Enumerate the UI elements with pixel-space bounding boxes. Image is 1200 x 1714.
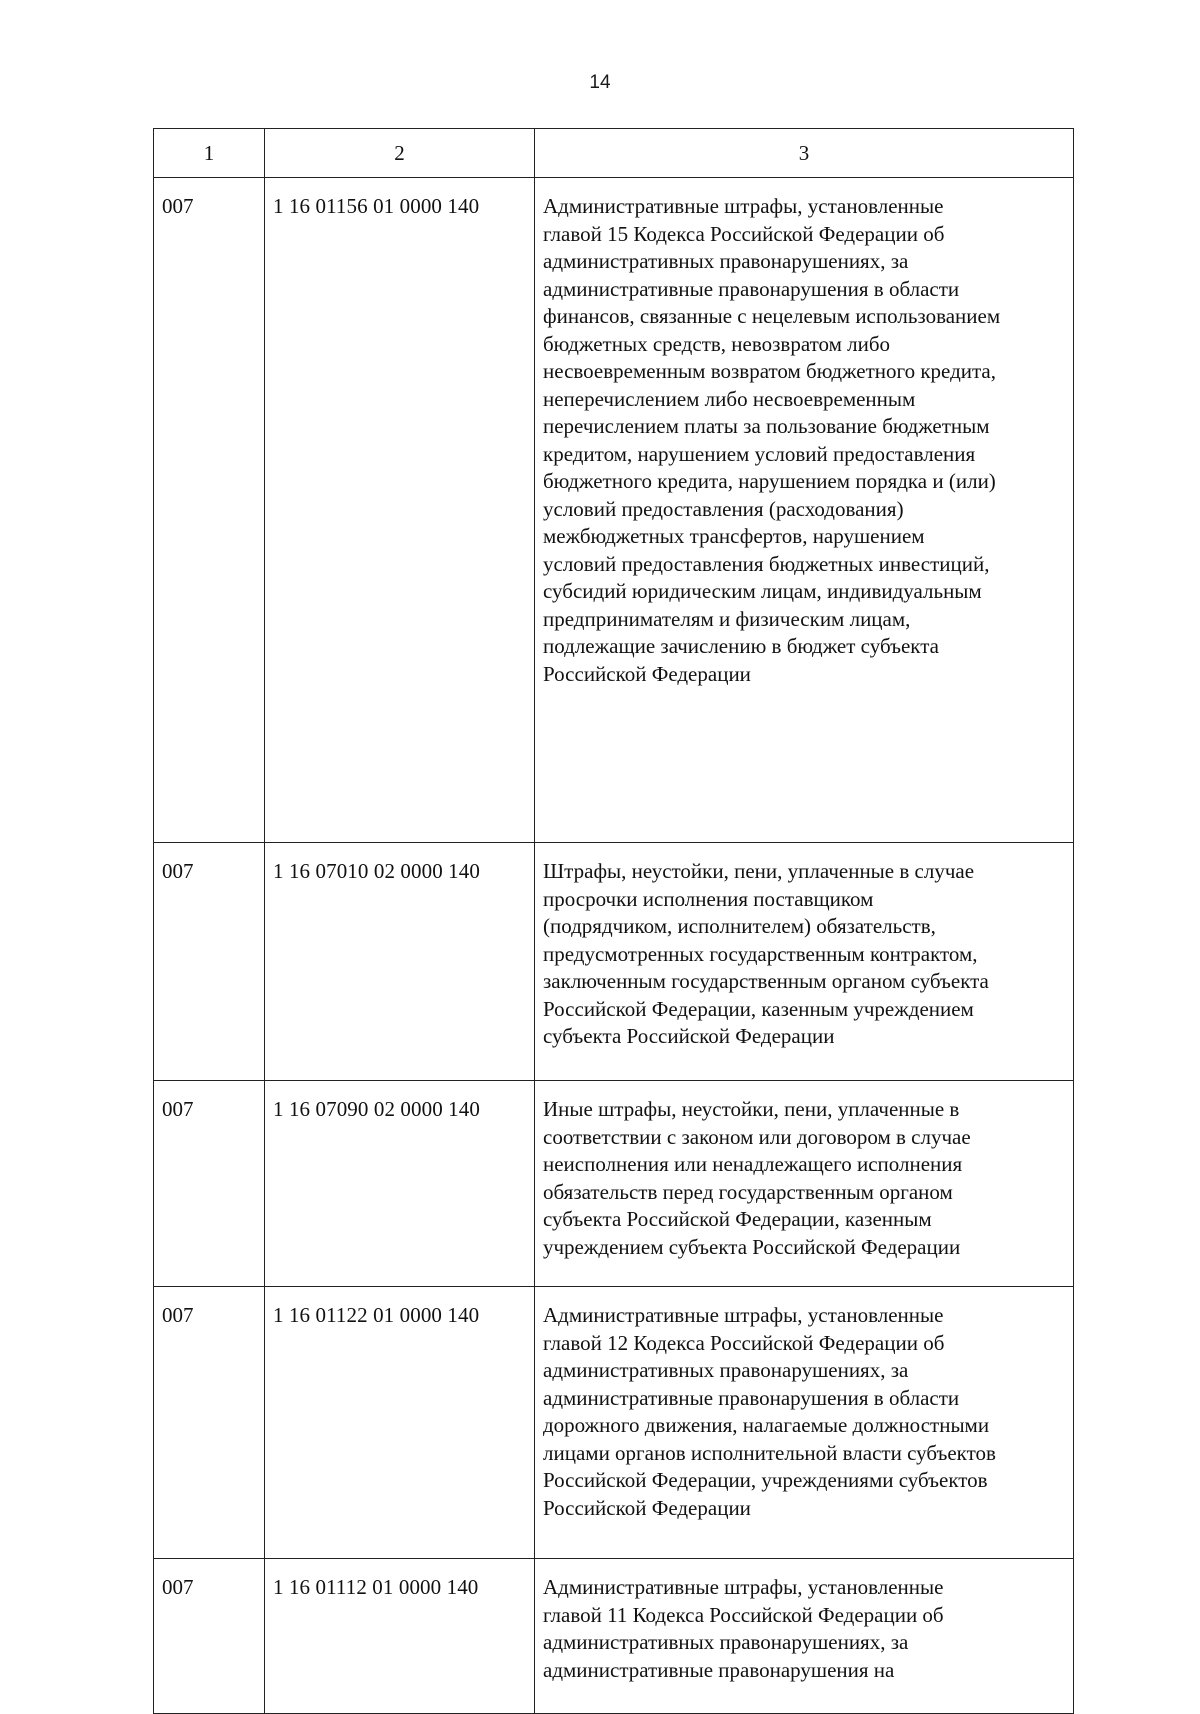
column-header-3: 3 <box>535 129 1074 178</box>
revenue-description-cell <box>535 178 1074 843</box>
budget-classification-code-cell: 1 16 01112 01 0000 140 <box>265 1559 535 1714</box>
column-header-2: 2 <box>265 129 535 178</box>
table-row <box>154 1287 1074 1559</box>
column-header-1: 1 <box>154 129 265 178</box>
budget-classification-code-cell: 1 16 07010 02 0000 140 <box>265 843 535 1081</box>
revenue-description-text: Штрафы, неустойки, пени, уплаченные в случае просрочки исполнения поставщиком (подрядчиком, исполнителем) обязательств, предусмотренных государственным контрактом, заключенным государственным органом субъекта Российской Федерации, казенным учреждением субъекта Российской Федерации <box>543 859 989 1048</box>
budget-revenue-table <box>153 128 1074 1714</box>
administrator-code-cell: 007 <box>154 1559 265 1714</box>
page-number: 14 <box>589 72 611 93</box>
budget-classification-code-cell: 1 16 07090 02 0000 140 <box>265 1081 535 1287</box>
revenue-description-text: Иные штрафы, неустойки, пени, уплаченные в соответствии с законом или договором в случае неисполнения или ненадлежащего исполнения обязательств перед государственным органом субъекта Российской Федерации, казенным учреждением субъекта Российской Федерации <box>543 1097 971 1259</box>
table-header-row <box>154 129 1074 178</box>
administrator-code-cell: 007 <box>154 843 265 1081</box>
budget-classification-code-cell: 1 16 01156 01 0000 140 <box>265 178 535 843</box>
table-row <box>154 843 1074 1081</box>
revenue-description-text: Административные штрафы, установленные главой 12 Кодекса Российской Федерации об административных правонарушениях, за административные правонарушения в области дорожного движения, налагаемые должностными лицами органов исполнительной власти субъектов Российской Федерации, учреждениями субъектов Российской Федерации <box>543 1303 996 1520</box>
administrator-code-cell: 007 <box>154 178 265 843</box>
budget-classification-code-cell: 1 16 01122 01 0000 140 <box>265 1287 535 1559</box>
revenue-description-cell <box>535 1081 1074 1287</box>
table-row <box>154 1559 1074 1714</box>
table-row <box>154 1081 1074 1287</box>
revenue-description-cell <box>535 1287 1074 1559</box>
revenue-description-cell <box>535 843 1074 1081</box>
revenue-description-cell <box>535 1559 1074 1714</box>
revenue-description-text: Административные штрафы, установленные главой 15 Кодекса Российской Федерации об административных правонарушениях, за административные правонарушения в области финансов, связанные с нецелевым использованием бюджетных средств, невозвратом либо несвоевременным возвратом бюджетного кредита, неперечислением либо несвоевременным перечислением платы за пользование бюджетным кредитом, нарушением условий предоставления бюджетного кредита, нарушением порядка и (или) условий предоставления (расходования) межбюджетных трансфертов, нарушением условий предоставления бюджетных инвестиций, субсидий юридическим лицам, индивидуальным предпринимателям и физическим лицам, подлежащие зачислению в бюджет субъекта Российской Федерации <box>543 194 1001 686</box>
table-row <box>154 178 1074 843</box>
administrator-code-cell: 007 <box>154 1081 265 1287</box>
administrator-code-cell: 007 <box>154 1287 265 1559</box>
revenue-description-text: Административные штрафы, установленные главой 11 Кодекса Российской Федерации об административных правонарушениях, за административные правонарушения на <box>543 1575 944 1682</box>
